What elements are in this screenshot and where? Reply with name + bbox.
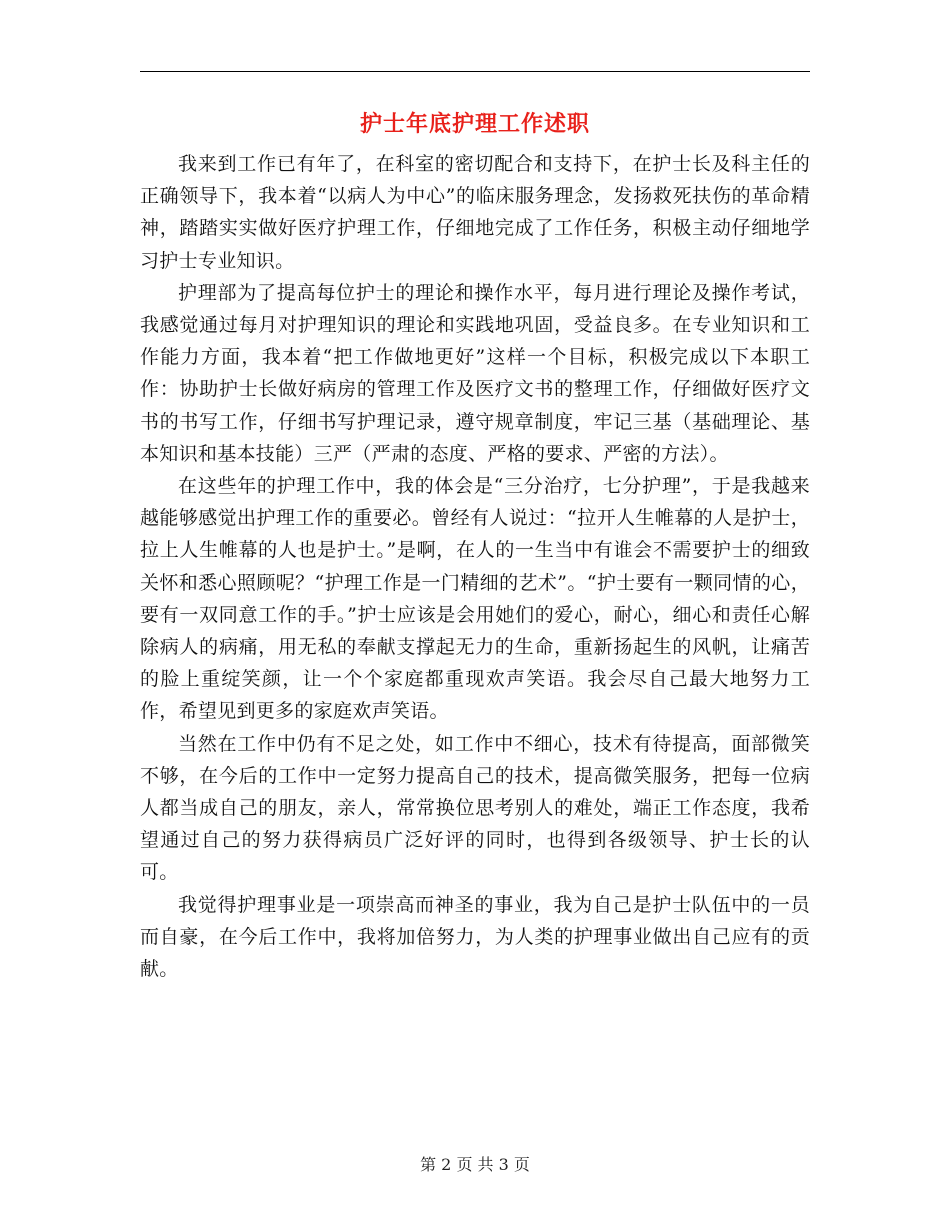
- paragraph-3: 在这些年的护理工作中，我的体会是“三分治疗，七分护理”，于是我越来越能够感觉出护理工作的重要必。曾经有人说过：“拉开人生帷幕的人是护士，拉上人生帷幕的人也是护士。”是啊，在人的一生当中有谁会不需要护士的细致关怀和悉心照顾呢？“护理工作是一门精细的艺术”。“护士要有一颗同情的心，要有一双同意工作的手。”护士应该是会用她们的爱心，耐心，细心和责任心解除病人的病痛，用无私的奉献支撑起无力的生命，重新扬起生的风帆，让痛苦的脸上重绽笑颜，让一个个家庭都重现欢声笑语。我会尽自己最大地努力工作，希望见到更多的家庭欢声笑语。: [140, 475, 810, 723]
- paragraph-5: 我觉得护理事业是一项崇高而神圣的事业，我为自己是护士队伍中的一员而自豪，在今后工作中，我将加倍努力，为人类的护理事业做出自己应有的贡献。: [140, 893, 810, 981]
- paragraph-1: 我来到工作已有年了，在科室的密切配合和支持下，在护士长及科主任的正确领导下，我本着“以病人为中心”的临床服务理念，发扬救死扶伤的革命精神，踏踏实实做好医疗护理工作，仔细地完成了工作任务，积极主动仔细地学习护士专业知识。: [140, 153, 810, 272]
- page-number: 第 2 页 共 3 页: [420, 1155, 530, 1174]
- paragraph-4: 当然在工作中仍有不足之处，如工作中不细心，技术有待提高，面部微笑不够，在今后的工作中一定努力提高自己的技术，提高微笑服务，把每一位病人都当成自己的朋友，亲人，常常换位思考别人的难处，端正工作态度，我希望通过自己的努力获得病员广泛好评的同时，也得到各级领导、护士长的认可。: [140, 732, 810, 884]
- header-rule: [140, 71, 810, 72]
- document-body: [140, 148, 810, 985]
- document-title: 护士年底护理工作述职: [359, 112, 590, 137]
- paragraph-2: 护理部为了提高每位护士的理论和操作水平，每月进行理论及操作考试，我感觉通过每月对护理知识的理论和实践地巩固，受益良多。在专业知识和工作能力方面，我本着“把工作做地更好”这样一个目标，积极完成以下本职工作：协助护士长做好病房的管理工作及医疗文书的整理工作，仔细做好医疗文书的书写工作，仔细书写护理记录，遵守规章制度，牢记三基（基础理论、基本知识和基本技能）三严（严肃的态度、严格的要求、严密的方法）。: [140, 281, 810, 465]
